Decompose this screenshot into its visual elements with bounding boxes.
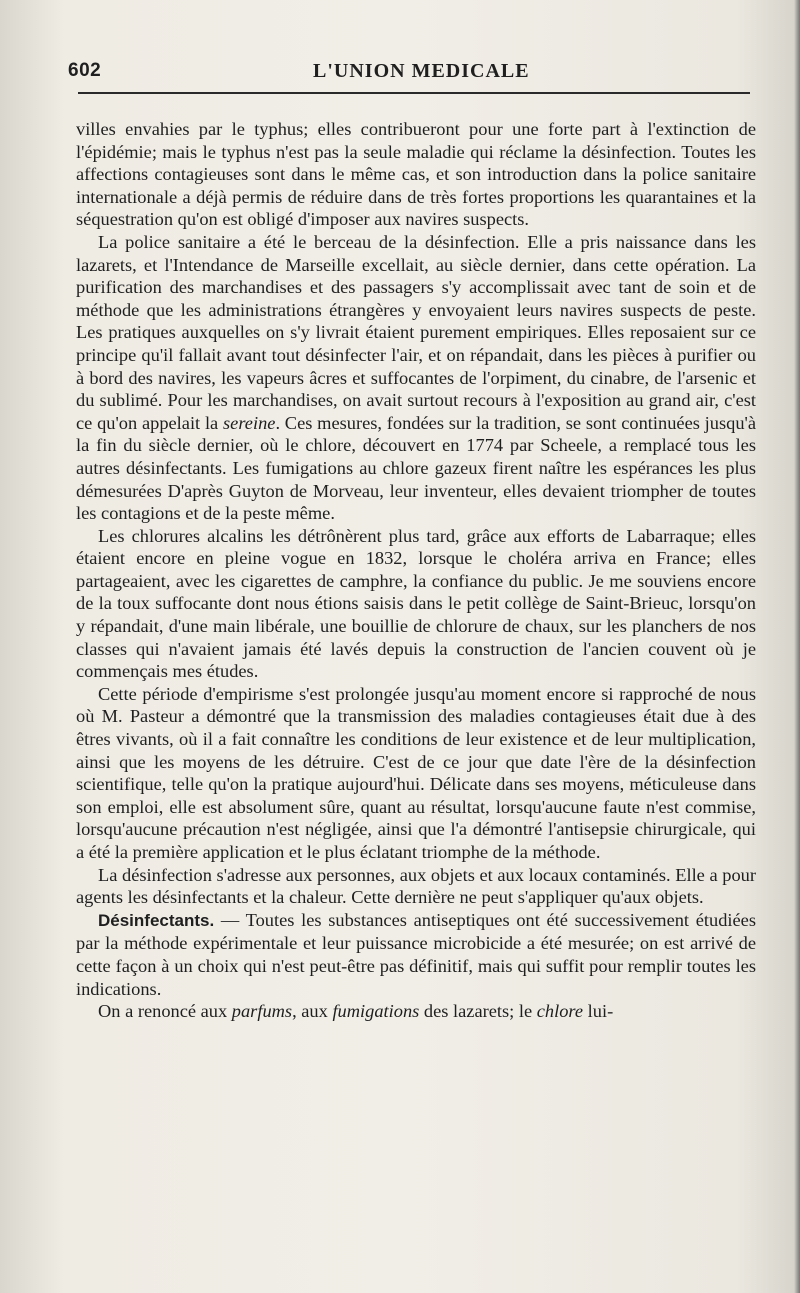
running-title: L'UNION MEDICALE xyxy=(313,60,530,82)
paragraph-7 xyxy=(76,1000,756,1023)
header-rule xyxy=(78,92,750,94)
scan-edge-shadow xyxy=(794,0,800,1293)
page-number: 602 xyxy=(68,60,102,81)
page-header xyxy=(68,58,748,90)
paragraph-4-text: Cette période d'empirisme s'est prolongée jusqu'au moment encore si rapproché de nous où M. Pasteur a démontré que la transmission des maladies contagieuses était due à des êtres vivants, où il a fait connaître les conditions de leur existence et de leur multiplication, ainsi que les moyens de les détruire. C'est de ce jour que date l'ère de la désinfection scientifique, telle qu'on la pratique aujourd'hui. Délicate dans ses moyens, méticuleuse dans son emploi, elle est absolument sûre, quant au résultat, lorsqu'aucune faute n'est commise, lorsqu'aucune précaution n'est négligée, ainsi que l'a démontré l'antisepsie chirurgicale, qui a été la première application et le plus éclatant triomphe de la méthode. xyxy=(76,683,756,862)
paragraph-2-text-after: . Ces mesures, fondées sur la tradition, se sont continuées jusqu'à la fin du siècle dernier, où le chlore, découvert en 1774 par Scheele, a remplacé tous les autres désinfectants. Les fumigations au chlore gazeux firent naître les espérances les plus démesurées D'après Guyton de Morveau, leur inventeur, elles devaient triompher de toutes les contagions et de la peste même. xyxy=(76,412,756,524)
paragraph-2-italic: sereine xyxy=(223,412,276,433)
paragraph-6-text: — Toutes les substances antiseptiques ont été successivement étudiées par la méthode expérimentale et leur puissance microbicide a été mesurée; on est arrivé de cette façon à un choix qui n'est peut-être pas définitif, mais qui suffit pour remplir toutes les indications. xyxy=(76,909,756,999)
paragraph-3-text: Les chlorures alcalins les détrônèrent plus tard, grâce aux efforts de Labarraque; elles étaient encore en pleine vogue en 1832, lorsque le choléra arriva en France; elles partageaient, avec les cigarettes de camphre, la confiance du public. Je me souviens encore de la toux suffocante dont nous étions saisis dans le petit collège de Saint-Brieuc, lorsqu'on y répandait, d'une main libérale, une bouillie de chlorure de chaux, sur les planchers de nos classes qui n'avaient jamais été lavés depuis la construction de l'ancien couvent où je commençais mes études. xyxy=(76,525,756,682)
paragraph-3 xyxy=(76,525,756,683)
paragraph-5 xyxy=(76,864,756,909)
paragraph-4 xyxy=(76,683,756,864)
section-heading: Désinfectants. xyxy=(98,910,215,930)
paragraph-7-text-before: On a renoncé aux xyxy=(98,1001,232,1022)
paragraph-7-italic-2: fumigations xyxy=(332,1001,420,1022)
paragraph-7-text-after: lui- xyxy=(583,1001,614,1022)
paragraph-2 xyxy=(76,231,756,525)
paragraph-7-italic-3: chlore xyxy=(536,1001,584,1022)
body-text xyxy=(76,118,756,1023)
paragraph-6 xyxy=(76,909,756,1000)
paragraph-1-text: villes envahies par le typhus; elles contribueront pour une forte part à l'extinction de l'épidémie; mais le typhus n'est pas la seule maladie qui réclame la désinfection. Toutes les affections contagieuses sont dans le même cas, et son introduction dans la police sanitaire internationale a déjà permis de réduire dans de très fortes proportions les quarantaines et la séquestration qu'on est obligé d'imposer aux navires suspects. xyxy=(76,119,756,230)
paragraph-1 xyxy=(76,118,756,231)
paragraph-7-text-mid-1: , aux xyxy=(292,1001,333,1022)
paragraph-2-text-before: La police sanitaire a été le berceau de la désinfection. Elle a pris naissance dans les lazarets, et l'Intendance de Marseille excellait, au siècle dernier, dans cette opération. La purification des marchandises et des passagers s'y accomplissait avec tant de soin et de méthode que les administrations étrangères y envoyaient leurs navires suspects de peste. Les pratiques auxquelles on s'y livrait étaient purement empiriques. Elles reposaient sur ce principe qu'il fallait avant tout désinfecter l'air, et on répandait, dans les pièces à purifier ou à bord des navires, les vapeurs âcres et suffocantes de l'orpiment, du cinabre, de l'arsenic et du sublimé. Pour les marchandises, on avait surtout recours à l'exposition au grand air, c'est ce qu'on appelait la xyxy=(76,231,756,433)
paragraph-7-italic-1: parfums xyxy=(231,1001,293,1022)
paragraph-5-text: La désinfection s'adresse aux personnes, aux objets et aux locaux contaminés. Elle a pour agents les désinfectants et la chaleur. Cette dernière ne peut s'appliquer qu'aux objets. xyxy=(76,864,756,908)
paragraph-7-text-mid-2: des lazarets; le xyxy=(419,1001,537,1022)
